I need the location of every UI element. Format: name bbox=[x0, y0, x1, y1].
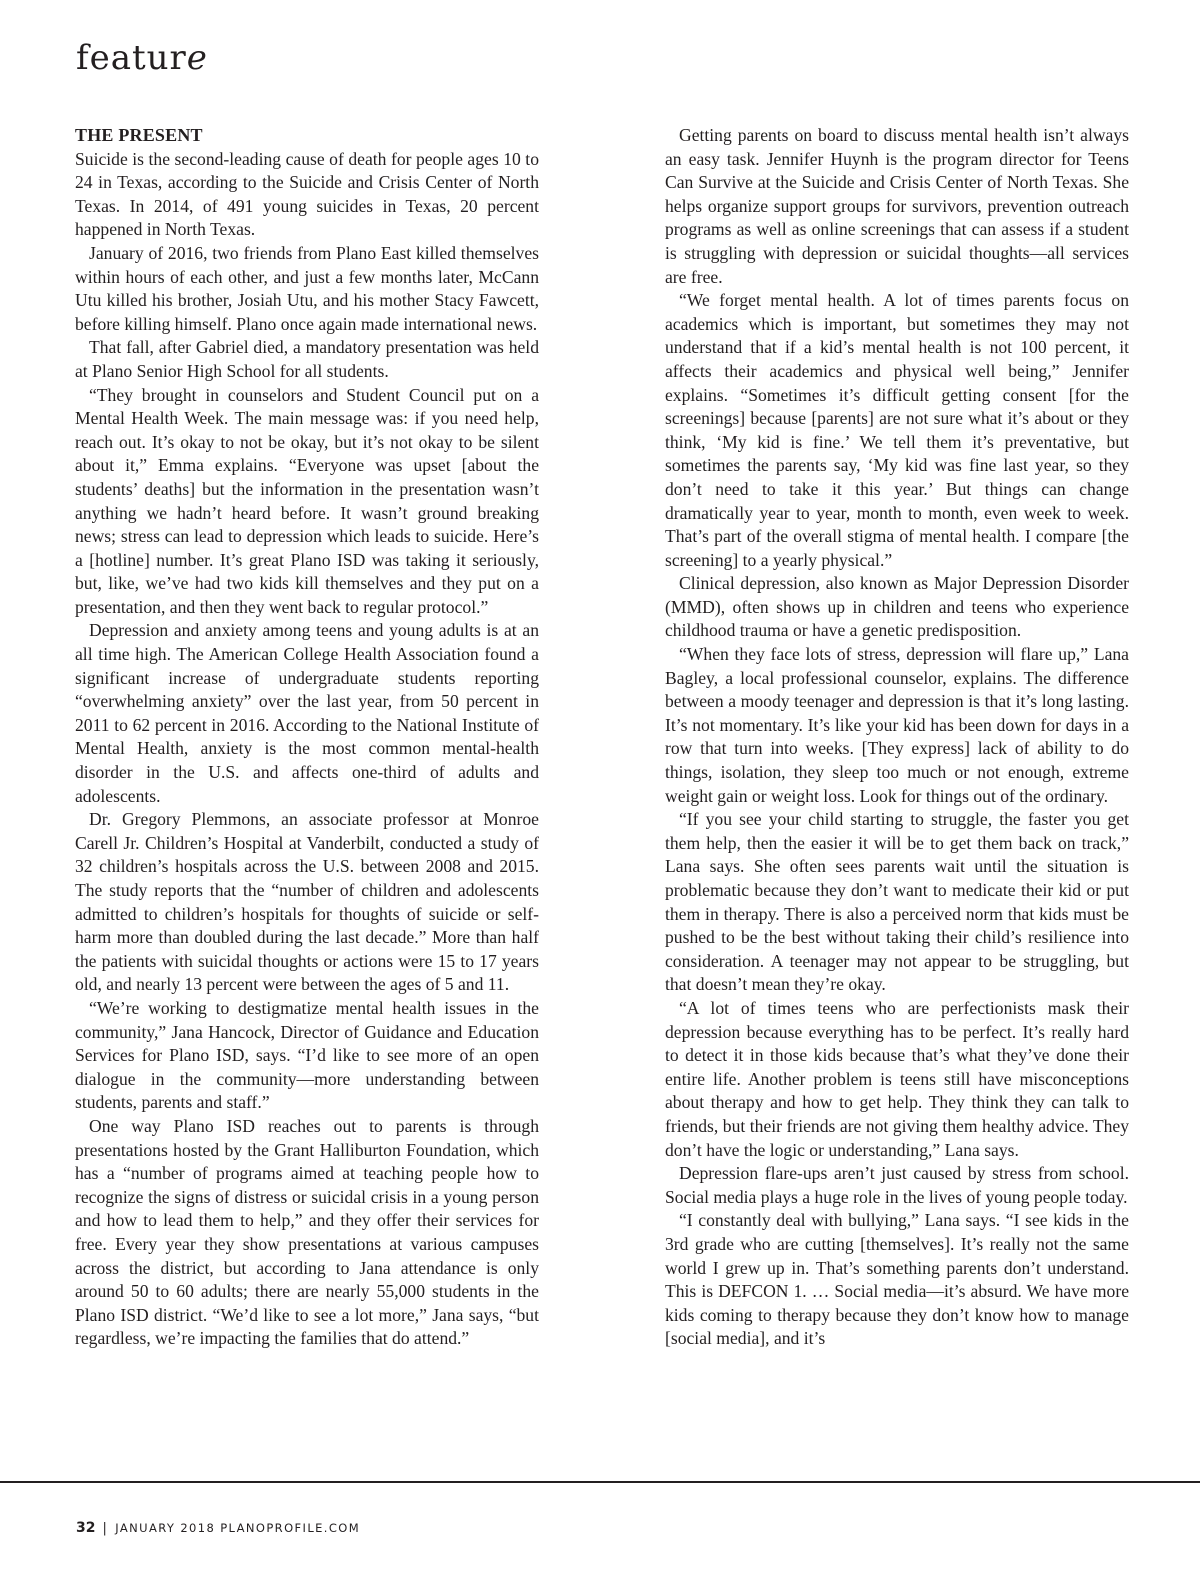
article-body bbox=[75, 124, 1129, 1351]
paragraph: January of 2016, two friends from Plano East killed themselves within hours of each other, and just a few months later, McCann Utu killed his brother, Josiah Utu, and his mother Stacy Fawcett, before killing himself. Plano once again made international news. bbox=[75, 242, 539, 334]
section-label bbox=[76, 38, 208, 78]
paragraph: “We forget mental health. A lot of times parents focus on academics which is important, but sometimes they may not understand that if a kid’s mental health is not 100 percent, it affects their academics and physical well being,” Jennifer explains. “Sometimes it’s difficult getting consent [for the screenings] because [parents] are not sure what it’s about or they think, ‘My kid is fine.’ We tell them it’s preventative, but sometimes the parents say, ‘My kid was fine last year, so they don’t need to take it this year.’ But things can change dramatically year to year, month to month, even week to week. That’s part of the overall stigma of mental health. I compare [the screening] to a yearly physical.” bbox=[665, 290, 1129, 570]
paragraph: Depression flare-ups aren’t just caused by stress from school. Social media plays a huge role in the lives of young people today. bbox=[665, 1163, 1129, 1207]
paragraph: One way Plano ISD reaches out to parents is through presentations hosted by the Grant Halliburton Foundation, which has a “number of programs aimed at teaching people how to recognize the signs of distress or suicidal crisis in a young person and how to lead them to help,” and they offer their services for free. Every year they show presentations at various campuses across the district, but according to Jana attendance is only around 50 to 60 adults; there are nearly 55,000 students in the Plano ISD district. “We’d like to see a lot more,” Jana says, “but regardless, we’re impacting the families that do attend.” bbox=[75, 1115, 539, 1349]
paragraph: “When they face lots of stress, depression will flare up,” Lana Bagley, a local professional counselor, explains. The difference between a moody teenager and depression is that it’s long lasting. It’s not momentary. It’s like your kid has been down for days in a row that turn into weeks. [They express] lack of ability to do things, isolation, they sleep too much or not enough, extreme weight gain or weight loss. Look for things out of the ordinary. bbox=[665, 644, 1129, 806]
site-name: PLANOPROFILE.COM bbox=[220, 1521, 361, 1535]
paragraph: “A lot of times teens who are perfectionists mask their depression because everything has to be perfect. It’s really hard to detect it in those kids because that’s what they’ve done their entire life. Another problem is teens still have misconceptions about therapy and how to get help. They think they can talk to friends, but their friends are not giving them healthy advice. They don’t have the logic or understanding,” Lana says. bbox=[665, 997, 1129, 1160]
section-label-tail: e bbox=[186, 38, 208, 78]
footer-separator: | bbox=[102, 1521, 109, 1536]
page-footer bbox=[76, 1520, 360, 1536]
subhead-the-present: THE PRESENT bbox=[75, 125, 203, 145]
left-column bbox=[75, 124, 539, 1351]
paragraph: Getting parents on board to discuss mental health isn’t always an easy task. Jennifer Huynh is the program director for Teens Can Survive at the Suicide and Crisis Center of North Texas. She helps organize support groups for survivors, prevention outreach programs as well as online screenings that can assess if a student is struggling with depression or suicidal thoughts—all services are free. bbox=[665, 125, 1129, 287]
paragraph: “They brought in counselors and Student Council put on a Mental Health Week. The main message was: if you need help, reach out. It’s okay to not be okay, but it’s not okay to be silent about it,” Emma explains. “Everyone was upset [about the students’ deaths] but the information in the presentation wasn’t anything we hadn’t heard before. It wasn’t ground breaking news; stress can lead to depression which leads to suicide. Here’s a [hotline] number. It’s great Plano ISD was taking it seriously, but, like, we’ve had two kids kill themselves and they put on a presentation, and then they went back to regular protocol.” bbox=[75, 384, 539, 617]
paragraph: Suicide is the second-leading cause of death for people ages 10 to 24 in Texas, according to the Suicide and Crisis Center of North Texas. In 2014, of 491 young suicides in Texas, 20 percent happened in North Texas. bbox=[75, 148, 539, 240]
paragraph: Depression and anxiety among teens and young adults is at an all time high. The American College Health Association found a significant increase of undergraduate students reporting “overwhelming anxiety” over the last year, from 50 percent in 2011 to 62 percent in 2016. According to the National Institute of Mental Health, anxiety is the most common mental-health disorder in the U.S. and affects one-third of adults and adolescents. bbox=[75, 620, 539, 806]
page-number: 32 bbox=[76, 1520, 96, 1536]
footer-rule bbox=[0, 1481, 1200, 1483]
section-label-main: featur bbox=[76, 38, 187, 78]
paragraph: “We’re working to destigmatize mental health issues in the community,” Jana Hancock, Director of Guidance and Education Services for Plano ISD, says. “I’d like to see more of an open dialogue in the community—more understanding between students, parents and staff.” bbox=[75, 997, 539, 1113]
paragraph: Clinical depression, also known as Major Depression Disorder (MMD), often shows up in children and teens who experience childhood trauma or have a genetic predisposition. bbox=[665, 573, 1129, 641]
right-column bbox=[665, 124, 1129, 1351]
paragraph: “I constantly deal with bullying,” Lana says. “I see kids in the 3rd grade who are cutting [themselves]. It’s really not the same world I grew up in. That’s something parents don’t understand. This is DEFCON 1. … Social media—it’s absurd. We have more kids coming to therapy because they don’t know how to manage [social media], and it’s bbox=[665, 1210, 1129, 1349]
paragraph: “If you see your child starting to struggle, the faster you get them help, then the easier it will be to get them back on track,” Lana says. She often sees parents wait until the situation is problematic because they don’t want to medicate their kid or put them in therapy. There is also a perceived norm that kids must be pushed to be the best without taking their child’s resilience into consideration. A teenager may not appear to be struggling, but that doesn’t mean they’re okay. bbox=[665, 809, 1129, 995]
paragraph: Dr. Gregory Plemmons, an associate professor at Monroe Carell Jr. Children’s Hospital at Vanderbilt, conducted a study of 32 children’s hospitals across the U.S. between 2008 and 2015. The study reports that the “number of children and adolescents admitted to children’s hospitals for thoughts of suicide or self-harm more than doubled during the last decade.” More than half the patients with suicidal thoughts or actions were 15 to 17 years old, and nearly 13 percent were between the ages of 5 and 11. bbox=[75, 809, 539, 995]
paragraph: That fall, after Gabriel died, a mandatory presentation was held at Plano Senior High School for all students. bbox=[75, 337, 539, 381]
issue-date: JANUARY 2018 bbox=[115, 1521, 216, 1535]
